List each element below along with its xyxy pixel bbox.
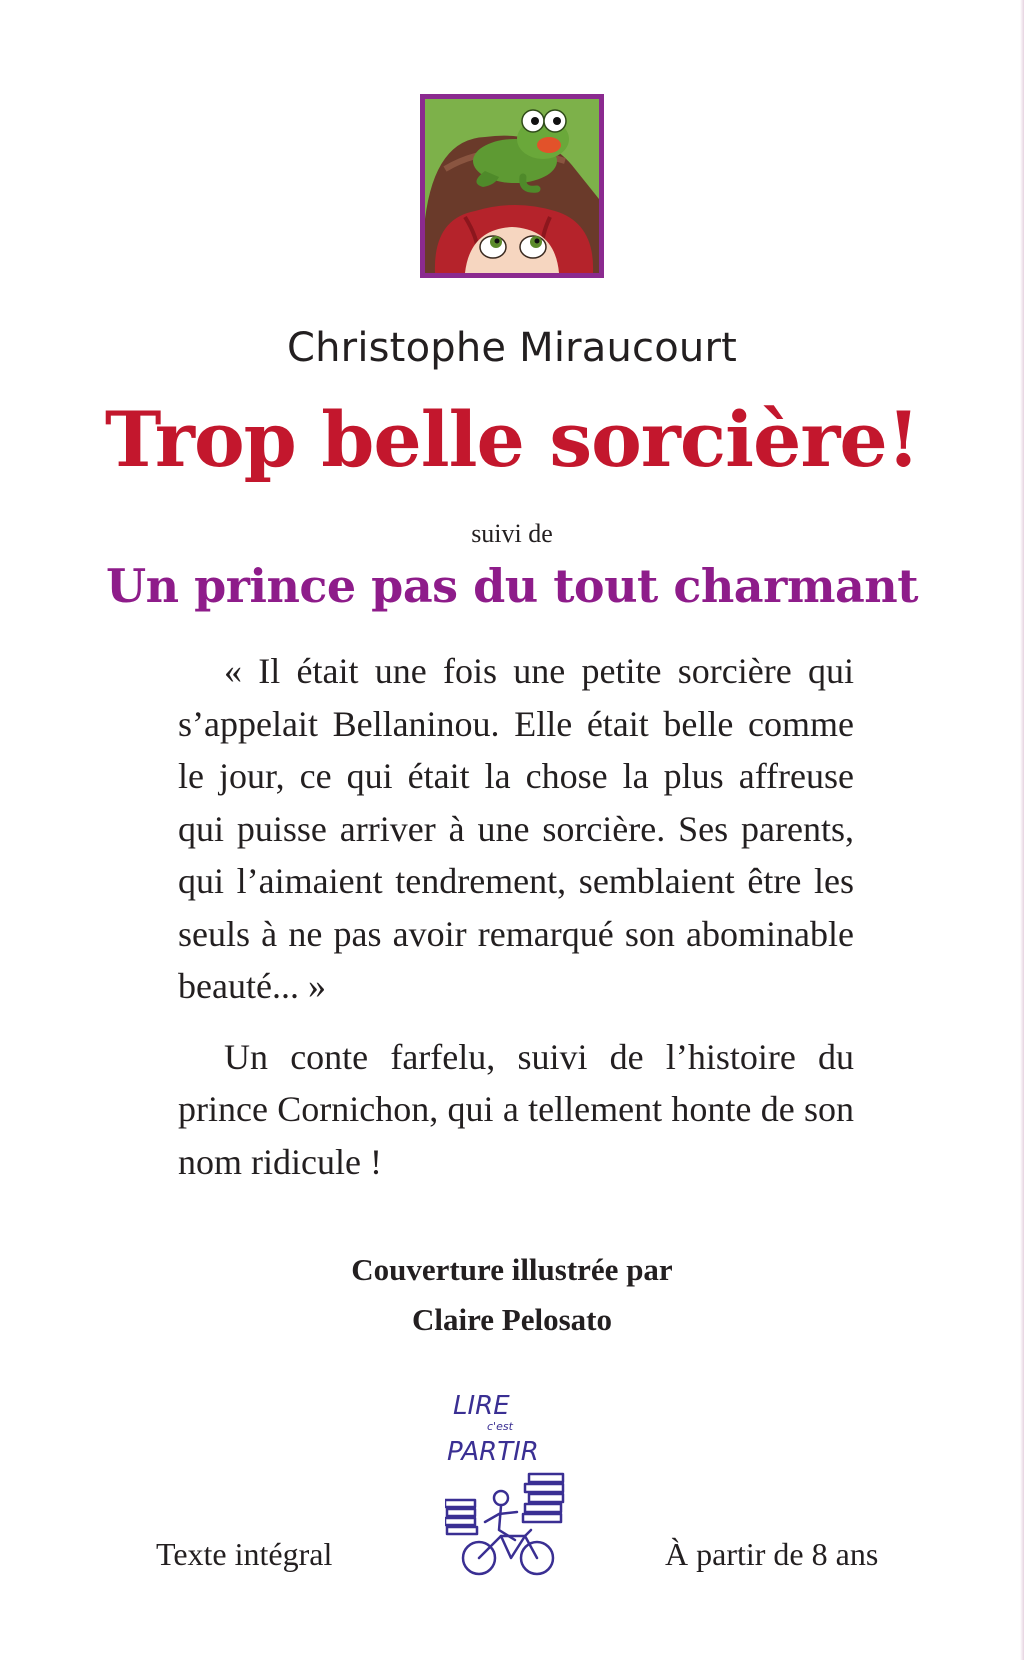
cover-thumbnail-image xyxy=(420,94,604,278)
book-subtitle: Un prince pas du tout charmant xyxy=(106,559,918,613)
blurb-paragraph-quote: « Il était une fois une petite sorcière qui s’appelait Bellaninou. Elle était belle comme le jour, ce qui était la chose la plus affreuse qui puisse arriver à une sorcière. Ses parents, qui l’aimaient tendrement, semblaient être les seuls à ne pas avoir remarqué son abominable beauté... » xyxy=(178,651,854,1006)
book-title: Trop belle sorcière! xyxy=(104,395,920,484)
logo-text-lire: LIRE xyxy=(453,1391,510,1421)
author-name: Christophe Miraucourt xyxy=(287,325,737,371)
logo-text-partir: PARTIR xyxy=(447,1437,539,1467)
bicycle-reader-logo-icon xyxy=(445,1390,575,1580)
title-connector: suivi de xyxy=(471,519,553,548)
publisher-logo xyxy=(445,1390,575,1580)
footer-unabridged: Texte intégral xyxy=(156,1536,333,1572)
blurb-paragraph-summary: Un conte farfelu, suivi de l’histoire du prince Cornichon, qui a tellement honte de son nom ridicule ! xyxy=(178,1036,854,1182)
back-cover-blurb xyxy=(178,645,854,1188)
illustration-credits xyxy=(0,1245,1024,1345)
logo-text-cest: c'est xyxy=(487,1420,513,1433)
page-edge xyxy=(1020,0,1024,1660)
frog-witch-illustration-icon xyxy=(425,99,599,273)
credits-line-1: Couverture illustrée par xyxy=(351,1252,673,1287)
credits-illustrator: Claire Pelosato xyxy=(411,1302,613,1337)
footer-age-range: À partir de 8 ans xyxy=(665,1536,879,1572)
